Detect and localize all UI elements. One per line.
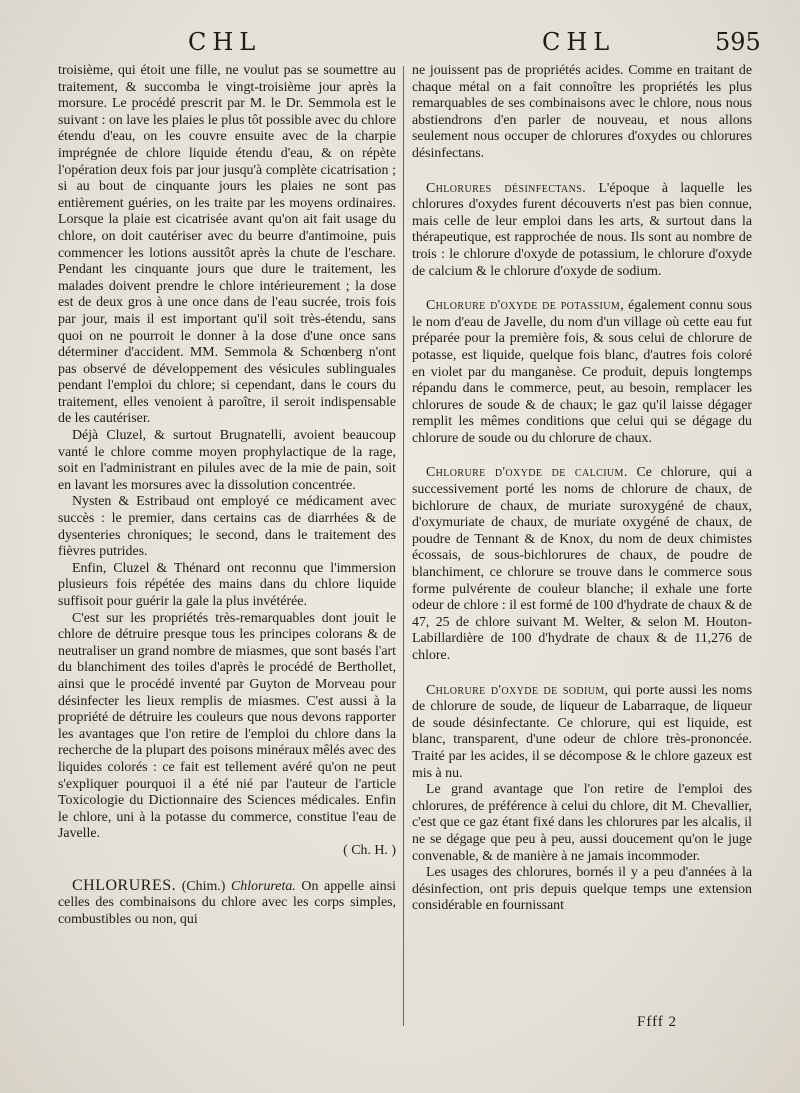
- section-rubric: Chlorure d'oxyde de potassium,: [426, 298, 625, 314]
- section-text: L'époque à laquelle les chlorures d'oxydes furent découverts n'est pas bien connue, mais celle de leur emploi dans les arts, & surtout dans la thérapeutique, est rapprochée de nous. Ils sont au nombre de trois : le chlorure d'oxyde de potassium, le chlorure d'oxyde de calcium & le chlorure d'oxyde de sodium.: [412, 180, 752, 279]
- section-chlorures-desinfectans: [412, 181, 752, 281]
- left-paragraph: Déjà Cluzel, & surtout Brugnatelli, avoient beaucoup vanté le chlore comme moyen prophylactique de la rage, soit en l'administrant en pilules avec de la mie de pain, soit en lavant les morsures avec la dissolution concentrée.: [58, 428, 396, 493]
- section-text: qui porte aussi les noms de chlorure de soude, de liqueur de Labarraque, de liqueur de soude désinfectante. Ce chlorure, qui est liquide, est blanc, transparent, d'une odeur de chlore très-prononcée. Traité par les acides, il se décompose & le chlore gazeux est mis à nu.: [412, 682, 752, 781]
- left-paragraph: C'est sur les propriétés très-remarquables dont jouit le chlore de détruire presque tous les principes colorans & de neutraliser un grand nombre de miasmes, que sont basés l'art du blanchiment des toiles d'après le procédé de Berthollet, ainsi que le procédé inventé par Guyton de Morveau pour désinfecter les lieux remplis de miasmes. C'est aussi à la propriété de détruire les couleurs que nous devons rapporter les avantages que l'on retire de l'emploi du chlore dans la recherche de la plupart des poisons minéraux mêlés avec des liquides colorés : ce fait est tellement avéré qu'on ne peut s'expliquer pourquoi il a été nié par l'auteur de l'article Toxicologie du Dictionnaire des Sciences médicales. Enfin le chlore, uni à la potasse du commerce, constitue l'eau de Javelle.: [58, 610, 396, 842]
- entry-latin: Chlorureta.: [231, 878, 296, 894]
- running-head: [0, 28, 800, 62]
- author-signature: ( Ch. H. ): [343, 842, 396, 858]
- page-number: 595: [715, 28, 761, 56]
- section-rubric: Chlorures désinfectans.: [426, 180, 587, 196]
- right-paragraph: Les usages des chlorures, bornés il y a peu d'années à la désinfection, ont pris depuis quelque temps une extension considérable en fournissant: [412, 865, 752, 914]
- running-head-left: CHL: [188, 28, 262, 56]
- section-calcium: [412, 465, 752, 664]
- entry-tag: (Chim.): [181, 878, 226, 894]
- section-potassium: [412, 298, 752, 447]
- section-sodium: [412, 683, 752, 783]
- left-paragraph: Nysten & Estribaud ont employé ce médicament avec succès : le premier, dans certains cas de diarrhées & de dysenteries chroniques; le second, dans le traitement des fièvres putrides.: [58, 494, 396, 560]
- left-paragraph: troisième, qui étoit une fille, ne voulut pas se soumettre au traitement, & succomba le vingt-troisième jour après la morsure. Le procédé prescrit par M. le Dr. Semmola est le suivant : on lave les plaies le plus tôt possible avec du chlore étendu d'eau, on les couvre ensuite avec de la charpie imprégnée de chlore liquide étendu d'eau, & on répète l'opération deux fois par jour jusqu'à complète cicatrisation ; si au bout de cinquante jours les plaies ne sont pas entièrement guéries, on les traite par les moyens ordinaires. Lorsque la plaie est cicatrisée avant qu'on ait fait usage du chlore, on doit cautériser avec du beurre d'antimoine, puis commencer les lotions aussitôt après la chute de l'eschare. Pendant les cinquante jours que dure le traitement, les malades doivent prendre le chlore intérieurement ; la dose est de deux gros à une once dans de l'eau sucrée, trois fois par jour, mais il est important qu'il soit très-étendu, sans quoi on ne pourroit le donner à la dose d'une once sans déterminer d'accident. MM. Semmola & Schœnberg n'ont pas observé de développement des vésicules sublinguales pendant l'emploi du chlore; si cependant, dans le cours du traitement, elles venoient à paroître, il seroit indispensable de les cautériser.: [58, 63, 396, 427]
- printer-signature-mark: Ffff 2: [637, 1014, 678, 1030]
- running-head-right: CHL: [542, 28, 616, 56]
- right-paragraph: Le grand avantage que l'on retire de l'emploi des chlorures, de préférence à celui du chlore, dit M. Chevallier, c'est que ce gaz étant fixé dans les chlorures par les alcalis, il ne se dégage que peu à peu, aussi doucement qu'on le juge convenable, & de manière à ne jamais incommoder.: [412, 782, 752, 864]
- entry-text: On appelle ainsi celles des combinaisons du chlore avec les corps simples, combustibles ou non, qui: [58, 878, 397, 927]
- left-column: [58, 63, 396, 928]
- right-intro: ne jouissent pas de propriétés acides. Comme en traitant de chaque métal on a fait connoître les propriétés les plus remarquables de ses combinaisons avec le chlore, nous nous abstiendrons d'en parler de nouveau, et nous allons seulement nous occuper de chlorures d'oxydes ou chlorures désinfectans.: [412, 63, 752, 161]
- column-divider: [403, 66, 404, 1026]
- entry-paragraph: [58, 878, 396, 929]
- entry-headword: CHLORURES.: [72, 876, 177, 894]
- section-text: également connu sous le nom d'eau de Javelle, du nom d'un village où cette eau fut préparée pour la première fois, & sous celui de chlorure de potasse, est liquide, quelque fois blanc, d'autres fois coloré en violet par du manganèse. Ce produit, depuis longtemps répandu dans le commerce, peut, au besoin, remplacer les chlorures de soude & de chaux; le gaz qu'il laisse dégager remplit les mêmes conditions que celui qui se dégage du chlorure de soude ou du chlorure de chaux.: [412, 298, 752, 446]
- section-rubric: Chlorure d'oxyde de calcium.: [426, 465, 628, 481]
- section-rubric: Chlorure d'oxyde de sodium,: [426, 682, 609, 698]
- right-column: [412, 63, 752, 915]
- section-text: Ce chlorure, qui a successivement porté les noms de chlorure de chaux, de bichlorure de chaux, de muriate suroxygéné de chaux, d'oxymuriate de chaux, de muriate oxygéné de chaux, de poudre de Tennant & de Knox, du nom de deux chimistes écossais, de sous-bichlorures de chaux, de poudre de blanchiment, ce chlorure se trouve dans le commerce sous forme pulvérente de couleur blanche; il exhale une forte odeur de chlore : il est formé de 100 d'hydrate de chaux & de 47, 25 de chlore suivant M. Welter, & selon M. Houton-Labillardière de 100 d'hydrate de chaux & de 11,276 de chlore.: [412, 465, 753, 663]
- left-paragraph: Enfin, Cluzel & Thénard ont reconnu que l'immersion plusieurs fois répétée des mains dans du chlore liquide suffisoit pour guérir la gale la plus invétérée.: [58, 560, 396, 609]
